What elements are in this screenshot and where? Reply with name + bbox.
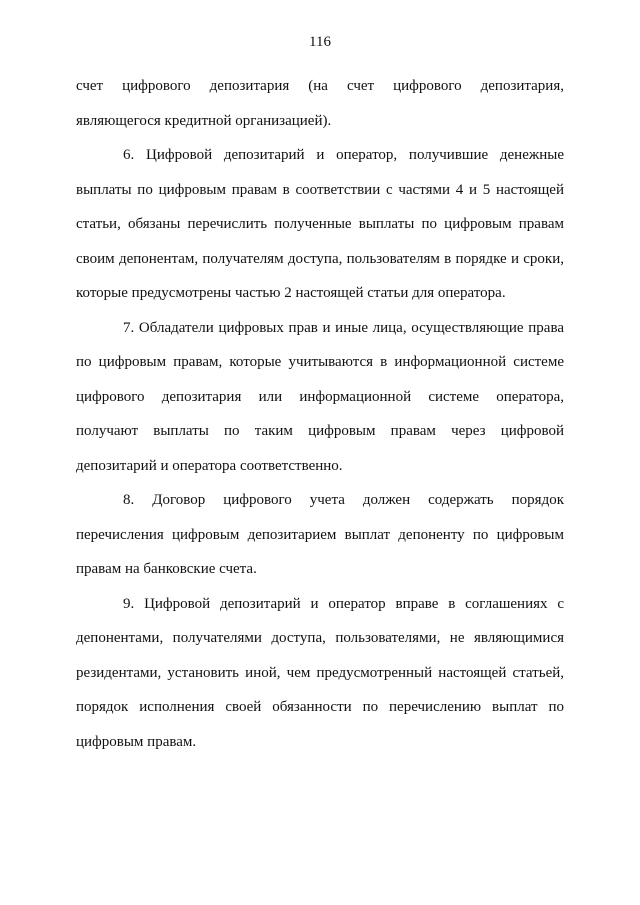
text-line: порядок исполнения своей обязанности по перечислению выплат по	[76, 699, 564, 715]
text-line: являющегося кредитной организацией).	[76, 112, 332, 129]
paragraph-continuation	[76, 69, 564, 138]
text-line: 7. Обладатели цифровых прав и иные лица, осуществляющие права	[123, 319, 564, 336]
text-line: получают выплаты по таким цифровым правам через цифровой	[76, 423, 564, 439]
text-line: перечисления цифровым депозитарием выплат депоненту по цифровым	[76, 526, 564, 543]
text-line: цифровым правам.	[76, 733, 197, 750]
text-line: 6. Цифровой депозитарий и оператор, получившие денежные	[123, 147, 564, 163]
paragraph-7	[76, 311, 564, 484]
text-line: депонентами, получателями доступа, пользователями, не являющимися	[76, 630, 564, 646]
text-line: статьи, обязаны перечислить полученные выплаты по цифровым правам	[76, 216, 564, 232]
text-line: счет цифрового депозитария (на счет цифрового депозитария,	[76, 78, 564, 94]
text-line: резидентами, установить иной, чем предусмотренный настоящей статьей,	[76, 664, 564, 681]
paragraph-6	[76, 138, 564, 311]
text-line: 9. Цифровой депозитарий и оператор вправе в соглашениях с	[123, 595, 564, 612]
document-body	[76, 69, 564, 759]
text-line: правам на банковские счета.	[76, 561, 257, 577]
text-line: 8. Договор цифрового учета должен содержать порядок	[123, 492, 564, 508]
text-line: которые предусмотрены частью 2 настоящей статьи для оператора.	[76, 285, 506, 301]
text-line: депозитарий и оператора соответственно.	[76, 457, 343, 474]
text-line: выплаты по цифровым правам в соответствии с частями 4 и 5 настоящей	[76, 181, 564, 198]
text-line: своим депонентам, получателям доступа, пользователям в порядке и сроки,	[76, 250, 564, 267]
text-line: по цифровым правам, которые учитываются в информационной системе	[76, 354, 564, 370]
paragraph-9	[76, 587, 564, 760]
text-line: цифрового депозитария или информационной системе оператора,	[76, 388, 564, 405]
page-number: 116	[309, 34, 331, 50]
paragraph-8	[76, 483, 564, 587]
